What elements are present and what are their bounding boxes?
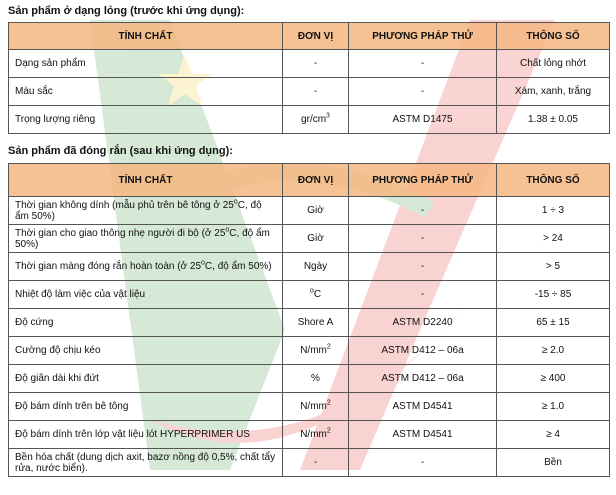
header-value: THÔNG SỐ [497, 164, 610, 197]
table-header-row [9, 164, 610, 197]
row-property [9, 253, 283, 281]
header-unit: ĐƠN VỊ [283, 164, 349, 197]
row-property: Cường độ chịu kéo [9, 337, 283, 365]
row-property: Độ cứng [9, 309, 283, 337]
row-property [9, 197, 283, 225]
section-cured-title: Sản phẩm đã đóng rắn (sau khi ứng dụng): [8, 145, 233, 157]
header-method: PHƯƠNG PHÁP THỬ [349, 23, 497, 50]
property-text-cont: C, độ ẩm 50%) [15, 199, 262, 222]
table-row [9, 281, 610, 309]
section-liquid-title: Sản phẩm ở dạng lỏng (trước khi ứng dụng): [8, 5, 245, 17]
row-method: ASTM D412 – 06a [349, 337, 497, 365]
unit-superscript: 2 [326, 427, 331, 435]
row-value: 1.38 ± 0.05 [497, 106, 610, 134]
row-unit [283, 421, 349, 449]
row-unit: Giờ [283, 225, 349, 253]
row-method: - [349, 281, 497, 309]
row-value: > 24 [497, 225, 610, 253]
property-superscript: o [201, 259, 205, 267]
row-method: ASTM D2240 [349, 309, 497, 337]
row-unit [283, 393, 349, 421]
property-text: Thời gian cho giao thông nhẹ người đi bộ (ở 25 [15, 227, 226, 239]
row-unit: Ngày [283, 253, 349, 281]
header-property: TÍNH CHẤT [9, 164, 283, 197]
row-unit [283, 337, 349, 365]
row-property: Bền hóa chất (dung dịch axit, bazơ nồng độ 0,5%, chất tẩy rửa, nước biển). [9, 449, 283, 477]
table-row [9, 197, 610, 225]
property-text-cont: C, độ ẩm 50%) [204, 261, 272, 272]
row-value: ≥ 4 [497, 421, 610, 449]
row-value: Chất lỏng nhớt [497, 50, 610, 78]
unit-text: N/mm [300, 401, 327, 412]
table-row [9, 225, 610, 253]
table-header-row [9, 23, 610, 50]
row-unit [283, 281, 349, 309]
liquid-properties-table [8, 22, 610, 134]
table-row [9, 309, 610, 337]
table-row [9, 421, 610, 449]
row-unit: - [283, 449, 349, 477]
row-unit [283, 106, 349, 134]
row-value: ≥ 2.0 [497, 337, 610, 365]
row-method: ASTM D4541 [349, 421, 497, 449]
unit-superscript: 2 [326, 399, 331, 407]
row-property: Độ bám dính trên bê tông [9, 393, 283, 421]
row-unit: % [283, 365, 349, 393]
row-property: Độ giãn dài khi đứt [9, 365, 283, 393]
property-superscript: o [225, 226, 230, 234]
unit-text: N/mm [300, 345, 327, 356]
property-text: Thời gian màng đóng rắn hoàn toàn (ở 25 [15, 261, 202, 272]
header-value: THÔNG SỐ [497, 23, 610, 50]
table-row [9, 50, 610, 78]
row-property: Màu sắc [9, 78, 283, 106]
row-value: ≥ 1.0 [497, 393, 610, 421]
row-value: ≥ 400 [497, 365, 610, 393]
row-method: ASTM D4541 [349, 393, 497, 421]
table-row [9, 393, 610, 421]
unit-superscript: 2 [326, 343, 331, 351]
unit-superscript: 3 [326, 112, 330, 120]
cured-properties-table [8, 163, 610, 477]
header-property: TÍNH CHẤT [9, 23, 283, 50]
unit-superscript: o [309, 287, 314, 295]
row-method: ASTM D412 – 06a [349, 365, 497, 393]
row-value: 1 ÷ 3 [497, 197, 610, 225]
row-property: Độ bám dính trên lớp vật liệu lót HYPERPRIMER US [9, 421, 283, 449]
row-method: - [349, 253, 497, 281]
row-unit: Shore A [283, 309, 349, 337]
table-row [9, 365, 610, 393]
property-superscript: o [233, 198, 238, 206]
row-property: Trọng lượng riêng [9, 106, 283, 134]
header-method: PHƯƠNG PHÁP THỬ [349, 164, 497, 197]
property-text: Thời gian không dính (mẫu phủ trên bê tông ở 25 [15, 199, 234, 211]
row-property: Dạng sản phẩm [9, 50, 283, 78]
unit-text: N/mm [300, 429, 327, 440]
row-value: Bền [497, 449, 610, 477]
header-unit: ĐƠN VỊ [283, 23, 349, 50]
row-unit: - [283, 78, 349, 106]
unit-text: C [313, 289, 322, 300]
row-method: - [349, 449, 497, 477]
row-method: ASTM D1475 [349, 106, 497, 134]
row-value: > 5 [497, 253, 610, 281]
table-row [9, 78, 610, 106]
table-row [9, 106, 610, 134]
table-row [9, 253, 610, 281]
table-row [9, 337, 610, 365]
unit-text: gr/cm [301, 114, 327, 125]
row-value: 65 ± 15 [497, 309, 610, 337]
row-method: - [349, 197, 497, 225]
table-row [9, 449, 610, 477]
row-value: -15 ÷ 85 [497, 281, 610, 309]
row-unit: - [283, 50, 349, 78]
row-value: Xám, xanh, trắng [497, 78, 610, 106]
row-method: - [349, 50, 497, 78]
row-property [9, 225, 283, 253]
row-property: Nhiệt độ làm việc của vật liệu [9, 281, 283, 309]
row-unit: Giờ [283, 197, 349, 225]
property-text-cont: C, độ ẩm 50%) [15, 227, 270, 250]
row-method: - [349, 225, 497, 253]
row-method: - [349, 78, 497, 106]
